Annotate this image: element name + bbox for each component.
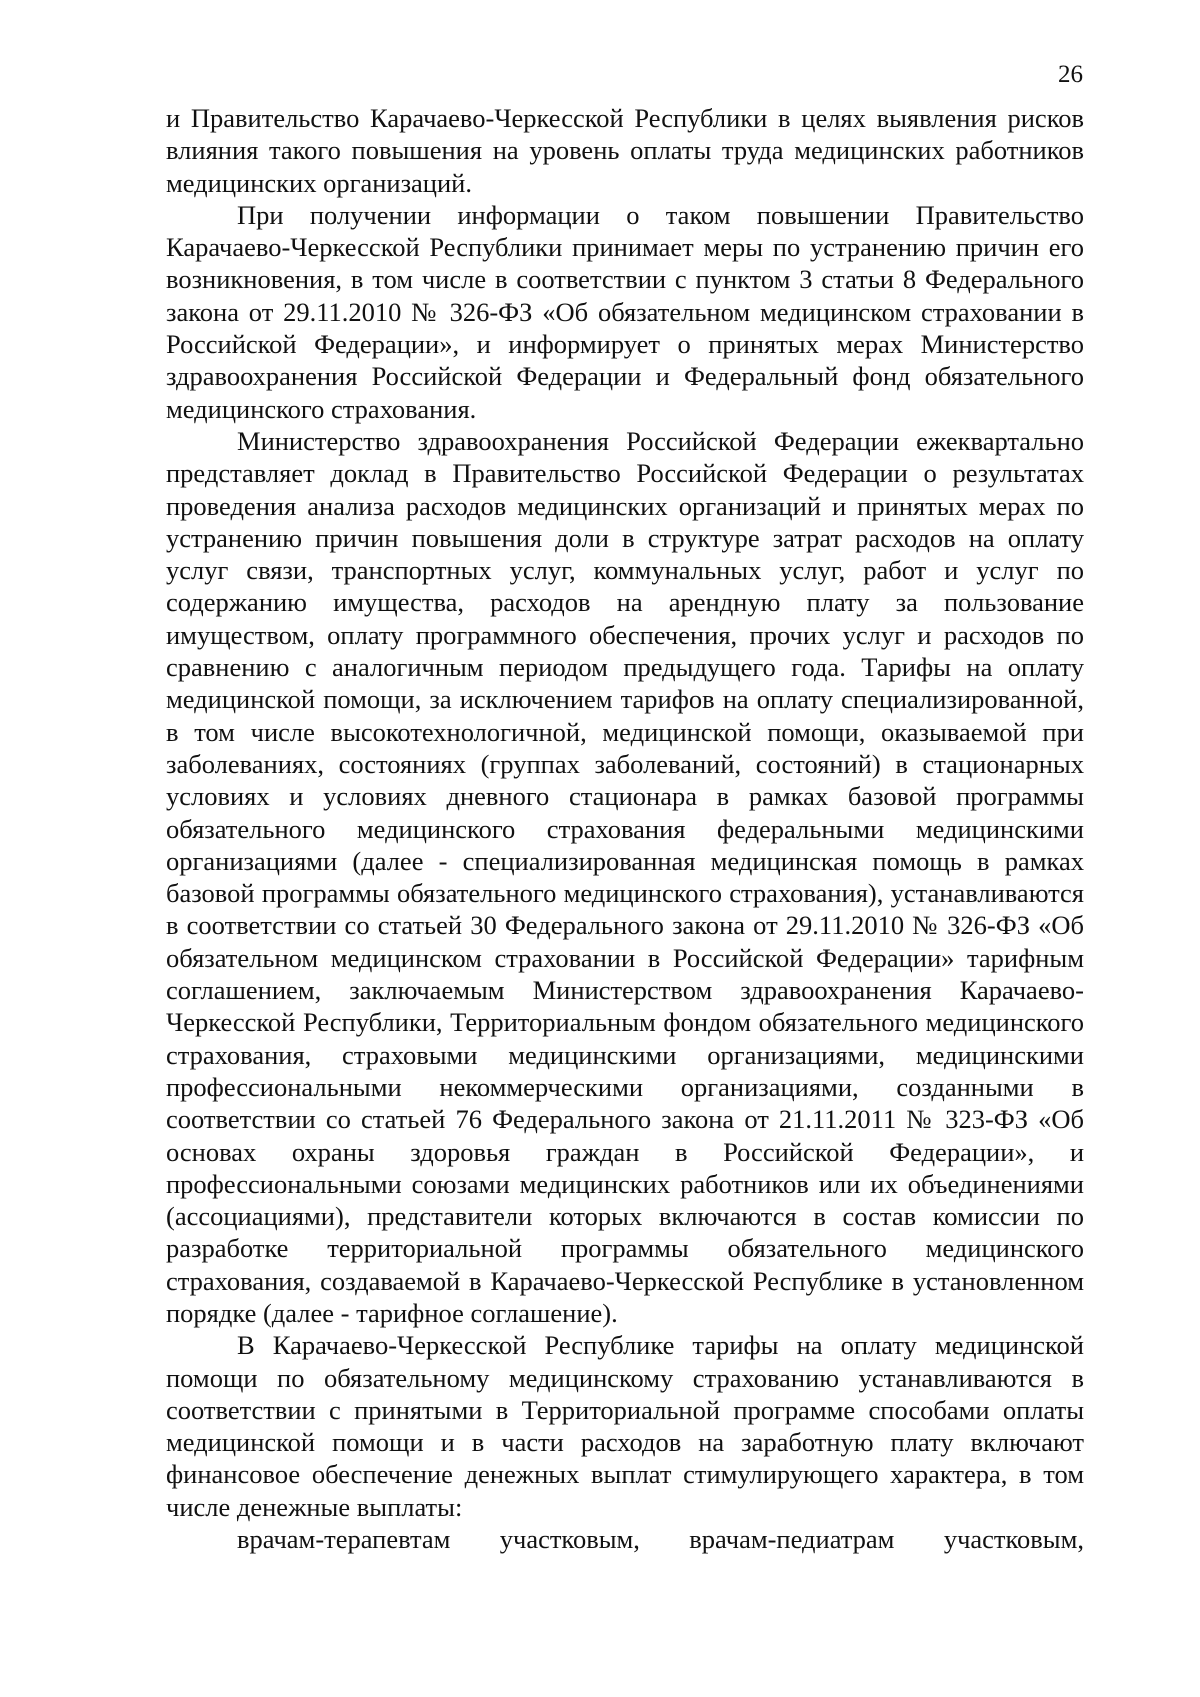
paragraph-5	[166, 1523, 1084, 1555]
paragraph-3: Министерство здравоохранения Российской Федерации ежеквартально представляет доклад в Правительство Российской Федерации о результатах проведения анализа расходов медицинских организаций и принятых мерах по устранению причин повышения доли в структуре затрат расходов на оплату услуг связи, транспортных услуг, коммунальных услуг, работ и услуг по содержанию имущества, расходов на арендную плату за пользование имуществом, оплату программного обеспечения, прочих услуг и расходов по сравнению с аналогичным периодом предыдущего года. Тарифы на оплату медицинской помощи, за исключением тарифов на оплату специализированной, в том числе высокотехнологичной, медицинской помощи, оказываемой при заболеваниях, состояниях (группах заболеваний, состояний) в стационарных условиях и условиях дневного стационара в рамках базовой программы обязательного медицинского страхования федеральными медицинскими организациями (далее - специализированная медицинская помощь в рамках базовой программы обязательного медицинского страхования), устанавливаются в соответствии со статьей 30 Федерального закона от 29.11.2010 № 326-ФЗ «Об обязательном медицинском страховании в Российской Федерации» тарифным соглашением, заключаемым Министерством здравоохранения Карачаево-Черкесской Республики, Территориальным фондом обязательного медицинского страхования, страховыми медицинскими организациями, медицинскими профессиональными некоммерческими организациями, созданными в соответствии со статьей 76 Федерального закона от 21.11.2011 № 323-ФЗ «Об основах охраны здоровья граждан в Российской Федерации», и профессиональными союзами медицинских работников или их объединениями (ассоциациями), представители которых включаются в состав комиссии по разработке территориальной программы обязательного медицинского страхования, создаваемой в Карачаево-Черкесской Республике в установленном порядке (далее - тарифное соглашение).	[166, 425, 1084, 1328]
document-body	[166, 102, 1084, 1555]
paragraph-1: и Правительство Карачаево-Черкесской Республики в целях выявления рисков влияния такого повышения на уровень оплаты труда медицинских работников медицинских организаций.	[166, 103, 1084, 198]
page-number: 26	[1058, 61, 1083, 88]
paragraph-4: В Карачаево-Черкесской Республике тарифы на оплату медицинской помощи по обязательному медицинскому страхованию устанавливаются в соответствии с принятыми в Территориальной программе способами оплаты медицинской помощи и в части расходов на заработную плату включают финансовое обеспечение денежных выплат стимулирующего характера, в том числе денежные выплаты:	[166, 1330, 1084, 1522]
paragraph-5-text: врачам-терапевтам участковым, врачам-педиатрам участковым,	[237, 1524, 1084, 1555]
paragraph-2: При получении информации о таком повышении Правительство Карачаево-Черкесской Республики принимает меры по устранению причин его возникновения, в том числе в соответствии с пунктом 3 статьи 8 Федерального закона от 29.11.2010 № 326-ФЗ «Об обязательном медицинском страховании в Российской Федерации», и информирует о принятых мерах Министерство здравоохранения Российской Федерации и Федеральный фонд обязательного медицинского страхования.	[166, 199, 1084, 424]
